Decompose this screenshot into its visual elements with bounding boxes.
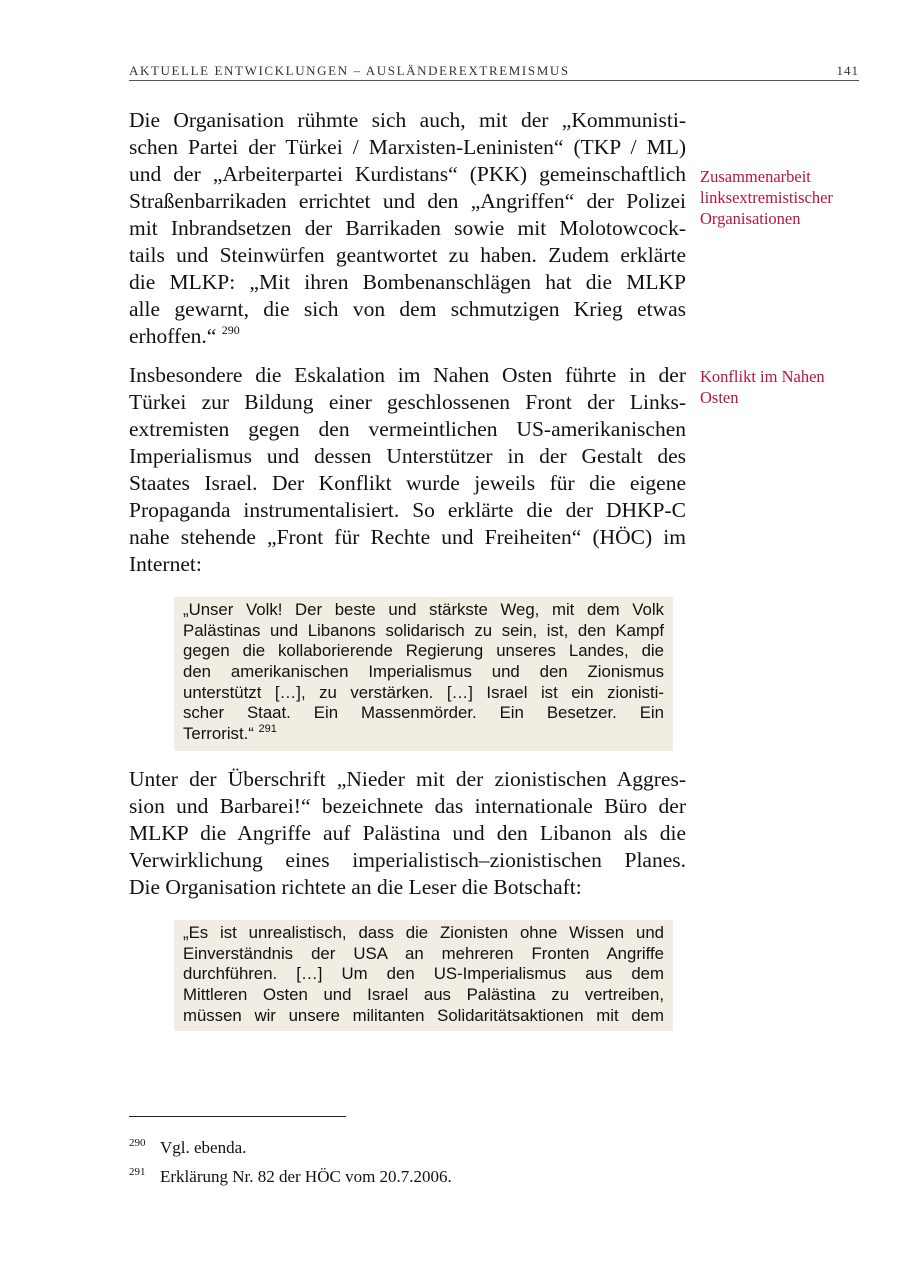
- text-line: [129, 215, 686, 242]
- text-line: [183, 985, 664, 1006]
- line-text: „Unser Volk! Der beste und stärkste Weg, mit dem Volk: [183, 600, 664, 619]
- text-line: [129, 551, 686, 578]
- margin-note: [700, 366, 825, 408]
- text-line: [183, 923, 664, 944]
- margin-note-line: Zusammenarbeit: [700, 167, 811, 186]
- line-text: schen Partei der Türkei / Marxisten-Leninisten“ (TKP / ML): [129, 135, 686, 159]
- header-title: AKTUELLE ENTWICKLUNGEN – AUSLÄNDEREXTREMISMUS: [129, 63, 570, 78]
- line-text: extremisten gegen den vermeintlichen US-amerikanischen: [129, 417, 686, 441]
- line-text: nahe stehende „Front für Rechte und Freiheiten“ (HÖC) im: [129, 525, 686, 549]
- text-line: [129, 242, 686, 269]
- line-text: Verwirklichung eines imperialistisch–zionistischen Planes.: [129, 848, 686, 872]
- margin-note: [700, 166, 833, 229]
- footnote-number: 290: [129, 1137, 146, 1149]
- text-line: [129, 416, 686, 443]
- text-line: [129, 820, 686, 847]
- text-line: [183, 662, 664, 683]
- footnote: [129, 1166, 452, 1187]
- text-line: [129, 497, 686, 524]
- line-text: Palästinas und Libanons solidarisch zu sein, ist, den Kampf: [183, 620, 664, 640]
- line-text: „Es ist unrealistisch, dass die Zionisten ohne Wissen und: [183, 923, 664, 942]
- line-text: Die Organisation richtete an die Leser die Botschaft:: [129, 875, 582, 899]
- footnote-ref[interactable]: 290: [221, 323, 240, 337]
- text-line: [129, 134, 686, 161]
- block-quote: [174, 597, 673, 751]
- margin-note-line: linksextremistischer: [700, 188, 833, 207]
- line-text: Insbesondere die Eskalation im Nahen Osten führte in der: [129, 363, 686, 387]
- footnote-number: 291: [129, 1166, 146, 1178]
- text-line: [183, 641, 664, 662]
- block-quote: [174, 920, 673, 1031]
- line-text: Türkei zur Bildung einer geschlossenen Front der Links-: [129, 390, 686, 414]
- line-text: den amerikanischen Imperialismus und den Zionismus: [183, 662, 664, 682]
- line-text: müssen wir unsere militanten Solidaritätsaktionen mit dem: [183, 1005, 664, 1025]
- line-text: scher Staat. Ein Massenmörder. Ein Besetzer. Ein: [183, 703, 664, 723]
- line-text: gegen die kollaborierende Regierung unseres Landes, die: [183, 641, 664, 661]
- text-line: [129, 323, 686, 350]
- line-text: mit Inbrandsetzen der Barrikaden sowie mit Molotowcock-: [129, 216, 686, 240]
- text-line: [183, 683, 664, 704]
- running-header: [129, 63, 859, 79]
- line-text: Einverständnis der USA an mehreren Fronten Angriffe: [183, 943, 664, 963]
- page-number: 141: [836, 63, 859, 78]
- text-line: [129, 793, 686, 820]
- text-line: [129, 362, 686, 389]
- line-text: Propaganda instrumentalisiert. So erklärte die der DHKP-C: [129, 498, 686, 522]
- footnote-text: Vgl. ebenda.: [160, 1138, 247, 1157]
- footnote-rule: [129, 1116, 346, 1117]
- line-text: tails und Steinwürfen geantwortet zu haben. Zudem erklärte: [129, 243, 686, 267]
- line-text: Imperialismus und dessen Unterstützer in der Gestalt des: [129, 444, 686, 468]
- footnote-text: Erklärung Nr. 82 der HÖC vom 20.7.2006.: [160, 1167, 452, 1186]
- line-text: Unter der Überschrift „Nieder mit der zionistischen Aggres-: [129, 767, 686, 791]
- text-line: [183, 964, 664, 985]
- line-text: Die Organisation rühmte sich auch, mit der „Kommunisti-: [129, 108, 686, 132]
- line-text: und der „Arbeiterpartei Kurdistans“ (PKK) gemeinschaftlich: [129, 162, 686, 186]
- text-line: [129, 296, 686, 323]
- line-text: die MLKP: „Mit ihren Bombenanschlägen hat die MLKP: [129, 270, 686, 294]
- text-line: [129, 269, 686, 296]
- line-text: durchführen. […] Um den US-Imperialismus aus dem: [183, 964, 664, 984]
- margin-note-line: Konflikt im Nahen: [700, 367, 825, 386]
- text-line: [129, 188, 686, 215]
- text-line: [129, 524, 686, 551]
- line-text: MLKP die Angriffe auf Palästina und den Libanon als die: [129, 821, 686, 845]
- line-text: Straßenbarrikaden errichtet und den „Angriffen“ der Polizei: [129, 189, 686, 213]
- paragraph: [129, 362, 686, 578]
- header-rule: [129, 80, 859, 81]
- paragraph: [129, 766, 686, 901]
- text-line: [129, 874, 686, 901]
- footnote: [129, 1137, 246, 1158]
- footnote-ref[interactable]: 291: [258, 723, 277, 736]
- line-text: Terrorist.“: [183, 724, 254, 744]
- text-line: [129, 389, 686, 416]
- text-line: [129, 161, 686, 188]
- line-text: Mittleren Osten und Israel aus Palästina zu vertreiben,: [183, 985, 664, 1005]
- text-line: [183, 600, 664, 621]
- text-line: [183, 1006, 664, 1027]
- paragraph: [129, 107, 686, 350]
- line-text: sion und Barbarei!“ bezeichnete das internationale Büro der: [129, 794, 686, 818]
- text-line: [129, 443, 686, 470]
- text-line: [183, 703, 664, 724]
- line-text: Internet:: [129, 552, 202, 576]
- line-text: unterstützt […], zu verstärken. […] Israel ist ein zionisti-: [183, 682, 664, 702]
- text-line: [183, 621, 664, 642]
- margin-note-line: Organisationen: [700, 209, 801, 228]
- line-text: alle gewarnt, die sich von dem schmutzigen Krieg etwas: [129, 297, 686, 321]
- text-line: [129, 470, 686, 497]
- line-text: erhoffen.“: [129, 324, 217, 348]
- text-line: [129, 847, 686, 874]
- text-line: [129, 107, 686, 134]
- line-text: Staates Israel. Der Konflikt wurde jeweils für die eigene: [129, 471, 686, 495]
- text-line: [183, 724, 664, 745]
- text-line: [129, 766, 686, 793]
- text-line: [183, 944, 664, 965]
- margin-note-line: Osten: [700, 388, 739, 407]
